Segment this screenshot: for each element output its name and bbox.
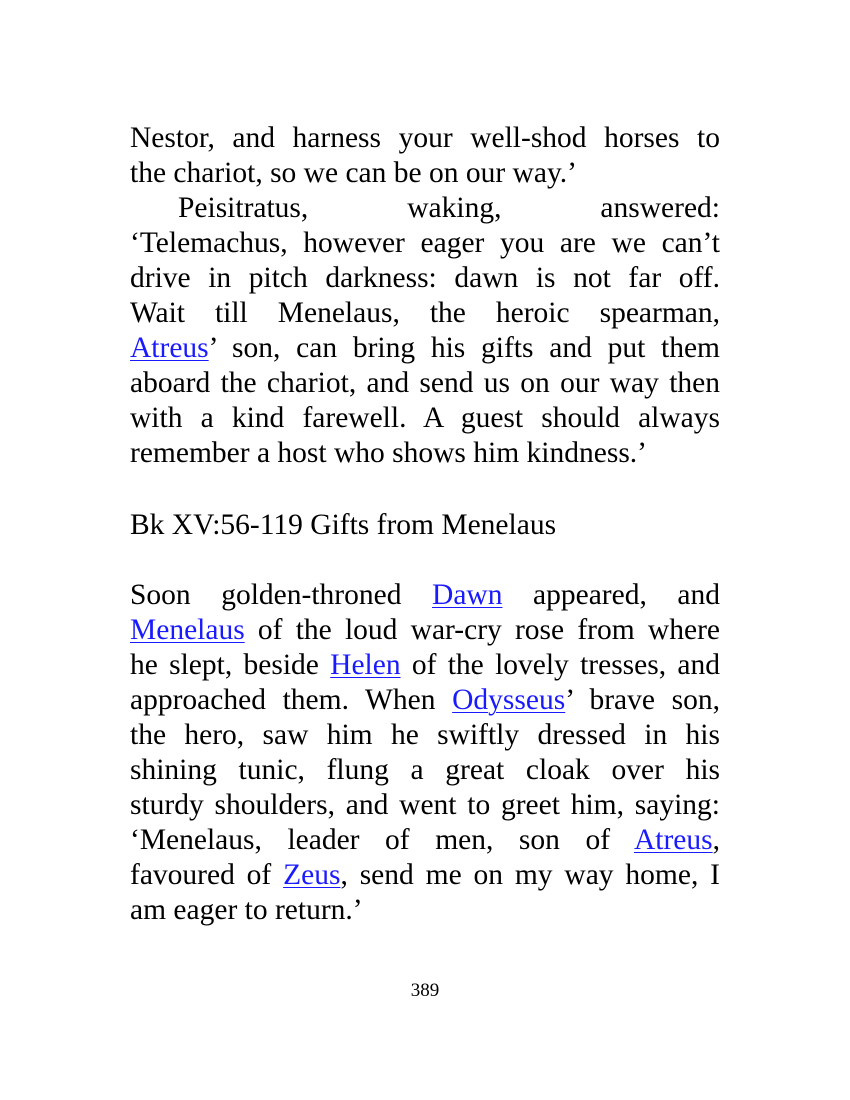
text-line: ‘Telemachus, however eager you are we can’t — [130, 227, 720, 259]
text-line — [130, 613, 720, 648]
text-line: aboard the chariot, and send us on our way then — [130, 367, 720, 399]
section-heading — [130, 508, 720, 543]
text-line — [130, 578, 720, 613]
text-segment: he slept, beside — [130, 649, 331, 681]
link-dawn[interactable]: Dawn — [432, 579, 503, 611]
text-line — [130, 858, 720, 893]
page-number: 389 — [410, 980, 440, 1001]
text-segment: favoured of — [130, 859, 284, 891]
text-segment: ’ son, can bring his gifts and put them — [208, 332, 720, 364]
text-line — [130, 331, 720, 366]
text-line: the hero, saw him he swiftly dressed in his — [130, 719, 720, 751]
text-line: drive in pitch darkness: dawn is not far off. — [130, 262, 720, 294]
text-line: shining tunic, flung a great cloak over his — [130, 754, 720, 786]
text-line: Peisitratus, waking, answered: — [178, 192, 720, 224]
text-line — [130, 648, 720, 683]
text-line: with a kind farewell. A guest should always — [130, 402, 720, 434]
text-segment: , send me on my way home, I — [340, 859, 720, 891]
text-segment: appeared, and — [502, 579, 721, 611]
text-segment: of the loud war-cry rose from where — [244, 614, 720, 646]
text-line: Wait till Menelaus, the heroic spearman, — [130, 297, 720, 329]
link-odysseus[interactable]: Odysseus — [452, 684, 566, 716]
text-segment: of the lovely tresses, and — [400, 649, 720, 681]
text-segment: ‘Menelaus, leader of men, son of — [130, 824, 634, 856]
text-segment: Soon golden-throned — [130, 579, 433, 611]
text-line: am eager to return.’ — [130, 894, 363, 926]
link-atreus[interactable]: Atreus — [130, 332, 209, 364]
link-atreus-2[interactable]: Atreus — [633, 824, 713, 856]
text-segment: ’ brave son, — [565, 684, 720, 716]
text-line: remember a host who shows him kindness.’ — [130, 437, 647, 469]
text-segment: , — [712, 824, 720, 856]
text-line: sturdy shoulders, and went to greet him, saying: — [130, 789, 720, 821]
heading-text: Bk XV:56-119 Gifts from Menelaus — [130, 509, 557, 541]
link-helen[interactable]: Helen — [330, 649, 401, 681]
paragraph-block-2 — [130, 578, 720, 928]
text-line — [130, 683, 720, 718]
text-line: Nestor, and harness your well-shod horses to — [130, 122, 720, 154]
link-menelaus[interactable]: Menelaus — [130, 614, 245, 646]
paragraph-block-1 — [130, 121, 720, 471]
link-zeus[interactable]: Zeus — [283, 859, 341, 891]
text-segment: approached them. When — [130, 684, 453, 716]
text-line — [130, 823, 720, 858]
text-line: the chariot, so we can be on our way.’ — [130, 157, 577, 189]
